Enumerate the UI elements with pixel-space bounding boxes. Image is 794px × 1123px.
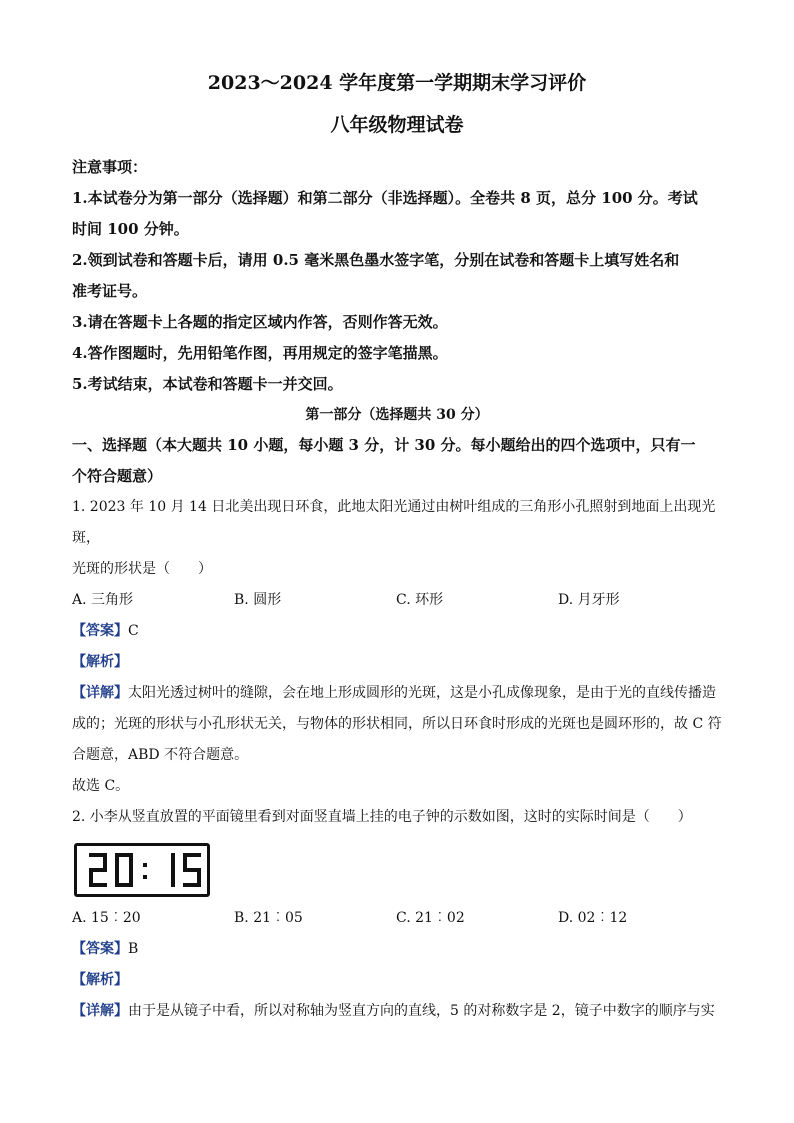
clock-segment	[89, 883, 107, 887]
detail-text: 成的；光斑的形状与小孔形状无关，与物体的形状相同，所以日环食时形成的光斑也是圆环形的，故 C 符	[72, 716, 722, 732]
option-d: D. 月牙形	[558, 592, 620, 608]
notes-item: 时间 100 分钟。	[72, 220, 189, 238]
exam-title: 2023～2024 学年度第一学期期末学习评价	[207, 72, 587, 94]
clock-segment	[103, 853, 107, 870]
notes-item: 2.领到试卷和答题卡后，请用 0.5 毫米黑色墨水签字笔，分别在试卷和答题卡上填写姓名和	[72, 251, 680, 269]
question-1	[72, 492, 722, 802]
analysis-line	[72, 647, 722, 678]
answer-line	[72, 616, 722, 647]
notes-item: 3.请在答题卡上各题的指定区域内作答，否则作答无效。	[72, 313, 448, 331]
clock-segment	[171, 853, 175, 870]
conclusion-line: 故选 C。	[72, 778, 130, 794]
clock-segment	[183, 853, 187, 870]
answer-tag: 【答案】	[72, 941, 128, 957]
clock-segment	[115, 853, 119, 870]
analysis-tag: 【解析】	[72, 654, 128, 670]
question-2	[72, 802, 722, 1027]
section-instructions: 个符合题意）	[72, 467, 163, 485]
clock-colon-dot	[143, 875, 147, 879]
clock-segment	[171, 870, 175, 887]
answer-value: C	[128, 623, 139, 639]
digital-clock	[74, 843, 210, 897]
clock-segment	[129, 853, 133, 870]
option-row	[72, 585, 722, 616]
option-a: A. 15︰20	[72, 910, 141, 926]
option-a: A. 三角形	[72, 592, 134, 608]
clock-colon-dot	[143, 863, 147, 867]
notes-item: 准考证号。	[72, 282, 148, 300]
notes-item: 1.本试卷分为第一部分（选择题）和第二部分（非选择题）。全卷共 8 页，总分 100 分。考试	[72, 189, 698, 207]
detail-tag: 【详解】	[72, 1003, 128, 1019]
notes-heading: 注意事项：	[72, 158, 148, 176]
notes-block	[72, 152, 722, 400]
detail-text: 由于是从镜子中看，所以对称轴为竖直方向的直线，5 的对称数字是 2，镜子中数字的顺序与实	[128, 1003, 715, 1019]
analysis-tag: 【解析】	[72, 972, 128, 988]
exam-subtitle: 八年级物理试卷	[330, 114, 464, 136]
section-instructions: 一、选择题（本大题共 10 小题，每小题 3 分，计 30 分。每小题给出的四个选项中，只有一	[72, 436, 696, 454]
answer-line	[72, 934, 722, 965]
digital-clock-figure	[74, 843, 722, 897]
part1-heading: 第一部分（选择题共 30 分）	[305, 407, 489, 423]
exam-page	[72, 68, 722, 1027]
clock-segment	[183, 883, 201, 887]
detail-text: 合题意，ABD 不符合题意。	[72, 747, 249, 763]
option-c: C. 环形	[396, 592, 444, 608]
option-row	[72, 903, 722, 934]
question-stem: 1. 2023 年 10 月 14 日北美出现日环食，此地太阳光通过由树叶组成的三角形小孔照射到地面上出现光斑，	[72, 499, 716, 546]
detail-line	[72, 678, 722, 709]
answer-value: B	[128, 941, 139, 957]
notes-item: 4.答作图题时，先用铅笔作图，再用规定的签字笔描黑。	[72, 344, 448, 362]
option-b: B. 圆形	[234, 592, 282, 608]
analysis-line	[72, 965, 722, 996]
notes-item: 5.考试结束，本试卷和答题卡一并交回。	[72, 375, 343, 393]
clock-segment	[115, 870, 119, 887]
answer-tag: 【答案】	[72, 623, 128, 639]
option-c: C. 21︰02	[396, 910, 465, 926]
seven-segment-display	[81, 849, 203, 891]
detail-tag: 【详解】	[72, 685, 128, 701]
detail-line	[72, 996, 722, 1027]
option-d: D. 02︰12	[558, 910, 628, 926]
option-b: B. 21︰05	[234, 910, 303, 926]
question-stem: 光斑的形状是（ ）	[72, 561, 212, 577]
question-stem: 2. 小李从竖直放置的平面镜里看到对面竖直墙上挂的电子钟的示数如图，这时的实际时间是（ ）	[72, 809, 692, 825]
detail-text: 太阳光透过树叶的缝隙，会在地上形成圆形的光斑，这是小孔成像现象，是由于光的直线传播造	[128, 685, 716, 701]
